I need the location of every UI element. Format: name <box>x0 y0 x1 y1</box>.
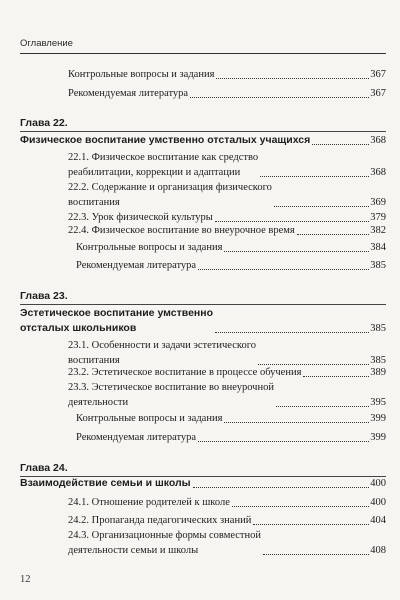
leader-dots <box>253 524 369 525</box>
leader-dots <box>215 332 369 333</box>
toc-entry-page: 385 <box>370 260 386 271</box>
leader-dots <box>274 206 369 207</box>
toc-entry-title: 24.1. Отношение родителей к школе <box>68 497 230 508</box>
toc-entry-page: 368 <box>370 167 386 178</box>
leader-dots <box>198 269 369 270</box>
toc-entry-title: 24.3. Организационные формы совместной деятельности семьи и школы <box>68 530 261 556</box>
toc-entry[interactable] <box>76 258 386 273</box>
toc-entry[interactable] <box>68 150 386 180</box>
toc-entry[interactable] <box>76 411 386 426</box>
toc-entry-page: 399 <box>370 432 386 443</box>
toc-entry-page: 367 <box>370 69 386 80</box>
running-header: Оглавление <box>20 38 73 49</box>
toc-entry-page: 404 <box>370 515 386 526</box>
toc-entry-title: Контрольные вопросы и задания <box>76 242 223 253</box>
toc-entry-title: Рекомендуемая литература <box>68 88 189 99</box>
leader-dots <box>193 487 370 488</box>
toc-entry[interactable] <box>68 513 386 528</box>
header-rule <box>20 53 386 54</box>
chapter-title-entry[interactable] <box>20 476 386 491</box>
chapter-title: Физическое воспитание умственно отсталых учащихся <box>20 134 311 146</box>
leader-dots <box>190 97 369 98</box>
toc-entry[interactable] <box>68 180 386 210</box>
toc-entry-title: Рекомендуемая литература <box>76 260 197 271</box>
toc-entry-title: 22.4. Физическое воспитание во внеурочное время <box>68 225 295 236</box>
toc-entry[interactable] <box>68 67 386 82</box>
toc-entry-page: 395 <box>370 397 386 408</box>
toc-entry[interactable] <box>68 528 386 558</box>
toc-entry-page: 367 <box>370 88 386 99</box>
toc-entry-title: 23.2. Эстетическое воспитание в процессе обучения <box>68 367 302 378</box>
toc-entry-title: 22.2. Содержание и организация физического воспитания <box>68 182 272 208</box>
leader-dots <box>232 506 369 507</box>
toc-entry-page: 408 <box>370 545 386 556</box>
leader-dots <box>263 554 369 555</box>
leader-dots <box>312 144 369 145</box>
leader-dots <box>215 221 369 222</box>
toc-entry-title: Контрольные вопросы и задания <box>68 69 215 80</box>
toc-entry-title: Рекомендуемая литература <box>76 432 197 443</box>
toc-entry[interactable] <box>76 240 386 255</box>
leader-dots <box>224 422 369 423</box>
toc-entry-title: 24.2. Пропаганда педагогических знаний <box>68 515 252 526</box>
leader-dots <box>297 234 370 235</box>
toc-entry[interactable] <box>68 365 386 380</box>
toc-entry-title: 23.1. Особенности и задачи эстетического воспитания <box>68 340 256 366</box>
toc-entry[interactable] <box>68 338 386 368</box>
chapter-label: Глава 22. <box>20 117 68 129</box>
toc-entry-page: 385 <box>370 355 386 366</box>
toc-entry[interactable] <box>68 86 386 101</box>
leader-dots <box>216 78 369 79</box>
toc-entry-page: 400 <box>370 497 386 508</box>
toc-entry-title: Контрольные вопросы и задания <box>76 413 223 424</box>
toc-entry-page: 399 <box>370 413 386 424</box>
chapter-title-entry[interactable] <box>20 133 386 148</box>
chapter-page: 385 <box>370 323 386 334</box>
toc-entry-page: 384 <box>370 242 386 253</box>
toc-entry-page: 369 <box>370 197 386 208</box>
leader-dots <box>260 176 369 177</box>
chapter-page: 400 <box>370 478 386 489</box>
chapter-title-entry[interactable] <box>20 306 386 336</box>
toc-entry[interactable] <box>68 380 386 410</box>
toc-entry[interactable] <box>76 430 386 445</box>
chapter-title: Взаимодействие семьи и школы <box>20 477 191 489</box>
chapter-title: Эстетическое воспитание умственно отсталых школьников <box>20 307 214 334</box>
toc-entry-page: 389 <box>370 367 386 378</box>
toc-entry-title: 22.3. Урок физической культуры <box>68 212 213 223</box>
toc-entry-title: 23.3. Эстетическое воспитание во внеурочной деятельности <box>68 382 274 408</box>
chapter-label: Глава 23. <box>20 290 68 302</box>
leader-dots <box>276 406 369 407</box>
toc-entry-title: 22.1. Физическое воспитание как средство реабилитации, коррекции и адаптации <box>68 152 259 178</box>
toc-entry[interactable] <box>68 495 386 510</box>
chapter-rule <box>20 304 386 305</box>
chapter-label: Глава 24. <box>20 462 68 474</box>
leader-dots <box>224 251 369 252</box>
chapter-page: 368 <box>370 135 386 146</box>
toc-entry[interactable] <box>68 223 386 238</box>
page-number: 12 <box>20 574 31 585</box>
chapter-rule <box>20 131 386 132</box>
toc-entry-page: 379 <box>370 212 386 223</box>
leader-dots <box>198 441 369 442</box>
leader-dots <box>303 376 369 377</box>
toc-entry-page: 382 <box>370 225 386 236</box>
